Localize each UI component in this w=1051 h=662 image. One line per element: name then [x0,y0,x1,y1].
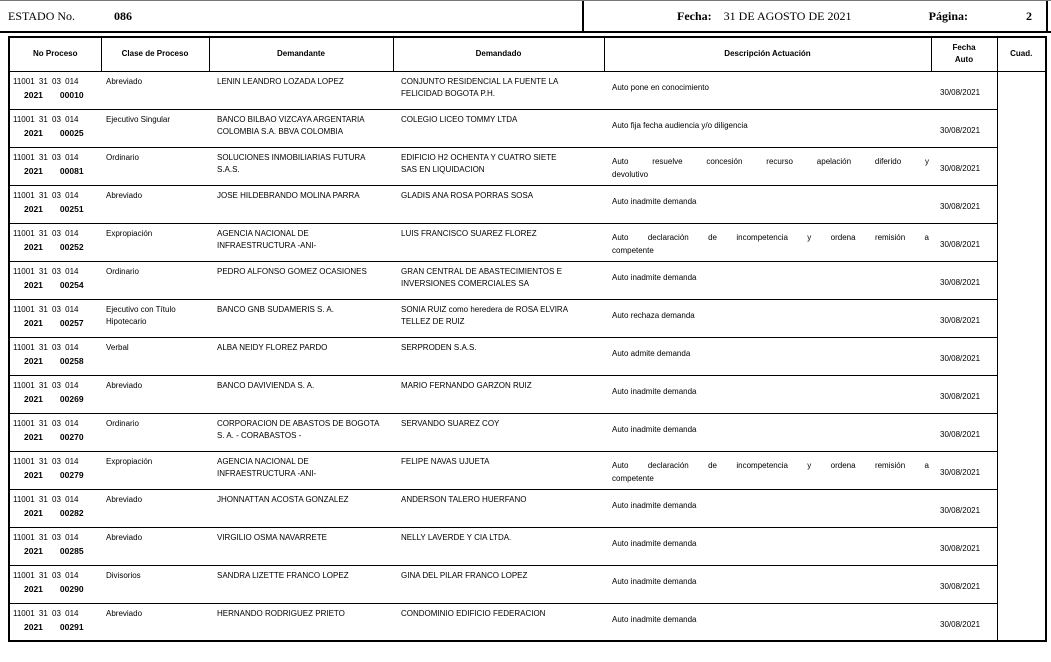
proceso-number-line1: 11001 31 03 014 [13,532,79,542]
proceso-year: 2021 [24,279,43,290]
descripcion-line1: Auto pone en conocimiento [612,82,709,92]
proceso-number-line2 [13,393,99,406]
table-row [9,489,1046,527]
demandado-cell: CONJUNTO RESIDENCIAL LA FUENTE LA FELICIDAD BOGOTA P.H. [393,71,604,109]
proceso-number-line2 [13,241,99,254]
demandado-cell: EDIFICIO H2 OCHENTA Y CUATRO SIETE SAS EN LIQUIDACION [393,147,604,185]
demandante-cell: BANCO GNB SUDAMERIS S. A. [209,299,393,337]
clase-proceso-cell: Abreviado [101,375,209,413]
clase-proceso-cell: Ordinario [101,147,209,185]
col-header-demandado: Demandado [393,37,604,71]
proceso-year: 2021 [24,621,43,632]
proceso-cell [9,451,101,489]
proceso-consecutive: 00291 [59,621,84,632]
descripcion-actuacion-cell [604,451,931,489]
demandante-cell: SOLUCIONES INMOBILIARIAS FUTURA S.A.S. [209,147,393,185]
col-header-cuad: Cuad. [997,37,1046,71]
cuad-cell [997,299,1046,337]
proceso-number-line1: 11001 31 03 014 [13,190,79,200]
table-body [9,71,1046,641]
proceso-number-line2 [13,89,99,102]
descripcion-line2: competente [612,245,654,255]
descripcion-actuacion-cell [604,71,931,109]
table-row [9,223,1046,261]
proceso-cell [9,527,101,565]
proceso-year: 2021 [24,507,43,518]
demandado-cell: CONDOMINIO EDIFICIO FEDERACION [393,603,604,641]
clase-proceso-cell: Abreviado [101,489,209,527]
descripcion-actuacion-cell [604,185,931,223]
clase-proceso-cell: Verbal [101,337,209,375]
demandado-cell: COLEGIO LICEO TOMMY LTDA [393,109,604,147]
demandado-cell: FELIPE NAVAS UJUETA [393,451,604,489]
proceso-consecutive: 00270 [59,431,84,442]
descripcion-line1: Auto inadmite demanda [612,272,697,282]
descripcion-actuacion-cell [604,413,931,451]
demandante-cell: BANCO BILBAO VIZCAYA ARGENTARIA COLOMBIA S.A. BBVA COLOMBIA [209,109,393,147]
pagina-label: Página: [928,8,968,23]
cuad-cell [997,603,1046,641]
proceso-consecutive: 00257 [59,317,84,328]
descripcion-line1: Auto inadmite demanda [612,614,697,624]
proceso-number-line1: 11001 31 03 014 [13,266,79,276]
clase-proceso-cell: Expropiación [101,451,209,489]
proceso-consecutive: 00258 [59,355,84,366]
demandado-cell: GRAN CENTRAL DE ABASTECIMIENTOS E INVERSIONES COMERCIALES SA [393,261,604,299]
proceso-number-line2 [13,127,99,140]
proceso-number-line1: 11001 31 03 014 [13,76,79,86]
fecha-auto-cell: 30/08/2021 [931,147,997,185]
table-row [9,299,1046,337]
descripcion-line1: Auto rechaza demanda [612,310,695,320]
clase-proceso-cell: Expropiación [101,223,209,261]
fecha-auto-cell: 30/08/2021 [931,185,997,223]
fecha-auto-cell: 30/08/2021 [931,565,997,603]
proceso-cell [9,489,101,527]
proceso-number-line2 [13,317,99,330]
cuad-cell [997,261,1046,299]
proceso-cell [9,565,101,603]
pagina-value: 2 [1026,8,1032,23]
cuad-cell [997,71,1046,109]
proceso-number-line2 [13,203,99,216]
fecha-auto-cell: 30/08/2021 [931,603,997,641]
descripcion-line1: Auto inadmite demanda [612,386,697,396]
demandante-cell: AGENCIA NACIONAL DE INFRAESTRUCTURA -ANI- [209,451,393,489]
table-row [9,413,1046,451]
proceso-number-line1: 11001 31 03 014 [13,494,79,504]
proceso-number-line1: 11001 31 03 014 [13,608,79,618]
fecha-label: Fecha: [677,8,712,23]
page-header [0,0,1051,33]
table-row [9,565,1046,603]
cuad-cell [997,565,1046,603]
clase-proceso-cell: Divisorios [101,565,209,603]
proceso-cell [9,337,101,375]
fecha-auto-cell: 30/08/2021 [931,71,997,109]
proceso-number-line2 [13,507,99,520]
proceso-cell [9,71,101,109]
descripcion-actuacion-cell [604,299,931,337]
descripcion-actuacion-cell [604,565,931,603]
cuad-cell [997,109,1046,147]
fecha-auto-cell: 30/08/2021 [931,337,997,375]
fecha-auto-cell: 30/08/2021 [931,109,997,147]
proceso-number-line1: 11001 31 03 014 [13,342,79,352]
proceso-number-line1: 11001 31 03 014 [13,570,79,580]
proceso-number-line2 [13,431,99,444]
demandante-cell: JHONNATTAN ACOSTA GONZALEZ [209,489,393,527]
fecha-auto-cell: 30/08/2021 [931,413,997,451]
proceso-number-line2 [13,583,99,596]
estado-label: ESTADO No. [8,8,76,23]
demandante-cell: JOSE HILDEBRANDO MOLINA PARRA [209,185,393,223]
descripcion-actuacion-cell [604,603,931,641]
fecha-auto-cell: 30/08/2021 [931,299,997,337]
proceso-consecutive: 00282 [59,507,84,518]
proceso-year: 2021 [24,241,43,252]
demandado-cell: SERVANDO SUAREZ COY [393,413,604,451]
proceso-consecutive: 00251 [59,203,84,214]
estado-number: 086 [114,8,133,23]
descripcion-line1: Auto inadmite demanda [612,500,697,510]
proceso-consecutive: 00025 [59,127,84,138]
proceso-cell [9,375,101,413]
proceso-cell [9,603,101,641]
demandante-cell: LENIN LEANDRO LOZADA LOPEZ [209,71,393,109]
fecha-auto-cell: 30/08/2021 [931,451,997,489]
descripcion-actuacion-cell [604,337,931,375]
table-row [9,603,1046,641]
demandante-cell: PEDRO ALFONSO GOMEZ OCASIONES [209,261,393,299]
proceso-number-line2 [13,545,99,558]
proceso-number-line1: 11001 31 03 014 [13,418,79,428]
fecha-auto-cell: 30/08/2021 [931,375,997,413]
clase-proceso-cell: Abreviado [101,527,209,565]
proceso-consecutive: 00269 [59,393,84,404]
clase-proceso-cell: Abreviado [101,71,209,109]
proceso-number-line1: 11001 31 03 014 [13,456,79,466]
proceso-number-line1: 11001 31 03 014 [13,152,79,162]
proceso-year: 2021 [24,89,43,100]
proceso-consecutive: 00285 [59,545,84,556]
descripcion-line1: Auto inadmite demanda [612,196,697,206]
proceso-year: 2021 [24,127,43,138]
table-row [9,71,1046,109]
descripcion-actuacion-cell [604,527,931,565]
proceso-cell [9,299,101,337]
proceso-year: 2021 [24,317,43,328]
descripcion-line1: Auto inadmite demanda [612,538,697,548]
clase-proceso-cell: Abreviado [101,603,209,641]
proceso-year: 2021 [24,203,43,214]
demandante-cell: ALBA NEIDY FLOREZ PARDO [209,337,393,375]
proceso-cell [9,147,101,185]
proceso-year: 2021 [24,431,43,442]
clase-proceso-cell: Abreviado [101,185,209,223]
fecha-auto-cell: 30/08/2021 [931,489,997,527]
cuad-cell [997,527,1046,565]
demandante-cell: CORPORACION DE ABASTOS DE BOGOTA S. A. - CORABASTOS - [209,413,393,451]
descripcion-line1: Auto declaración de incompetencia y ordena remisión a [612,232,929,242]
proceso-cell [9,185,101,223]
proceso-year: 2021 [24,583,43,594]
proceso-number-line1: 11001 31 03 014 [13,380,79,390]
proceso-year: 2021 [24,469,43,480]
descripcion-line2: competente [612,473,654,483]
estado-table [8,36,1047,642]
fecha-value: 31 DE AGOSTO DE 2021 [723,8,852,23]
demandante-cell: AGENCIA NACIONAL DE INFRAESTRUCTURA -ANI- [209,223,393,261]
table-row [9,527,1046,565]
col-header-clase: Clase de Proceso [101,37,209,71]
clase-proceso-cell: Ordinario [101,261,209,299]
demandado-cell: SONIA RUIZ como heredera de ROSA ELVIRA TELLEZ DE RUIZ [393,299,604,337]
descripcion-actuacion-cell [604,147,931,185]
descripcion-line1: Auto admite demanda [612,348,691,358]
proceso-year: 2021 [24,545,43,556]
cuad-cell [997,413,1046,451]
clase-proceso-cell: Ejecutivo con Título Hipotecario [101,299,209,337]
proceso-number-line2 [13,355,99,368]
cuad-cell [997,375,1046,413]
demandado-cell: LUIS FRANCISCO SUAREZ FLOREZ [393,223,604,261]
table-row [9,261,1046,299]
demandante-cell: BANCO DAVIVIENDA S. A. [209,375,393,413]
proceso-cell [9,109,101,147]
table-header [9,37,1046,71]
table-row [9,109,1046,147]
cuad-cell [997,489,1046,527]
table-row [9,147,1046,185]
demandado-cell: ANDERSON TALERO HUERFANO [393,489,604,527]
proceso-consecutive: 00010 [59,89,84,100]
proceso-consecutive: 00279 [59,469,84,480]
proceso-number-line2 [13,469,99,482]
descripcion-actuacion-cell [604,489,931,527]
col-header-demandante: Demandante [209,37,393,71]
cuad-cell [997,223,1046,261]
proceso-number-line1: 11001 31 03 014 [13,114,79,124]
proceso-consecutive: 00290 [59,583,84,594]
demandado-cell: GINA DEL PILAR FRANCO LOPEZ [393,565,604,603]
cuad-cell [997,337,1046,375]
proceso-number-line2 [13,621,99,634]
cuad-cell [997,185,1046,223]
col-header-descripcion: Descripción Actuación [604,37,931,71]
descripcion-line1: Auto fija fecha audiencia y/o diligencia [612,120,748,130]
demandante-cell: HERNANDO RODRIGUEZ PRIETO [209,603,393,641]
table-row [9,337,1046,375]
clase-proceso-cell: Ejecutivo Singular [101,109,209,147]
cuad-cell [997,451,1046,489]
proceso-consecutive: 00252 [59,241,84,252]
descripcion-line1: Auto resuelve concesión recurso apelación diferido y [612,156,929,166]
descripcion-line1: Auto inadmite demanda [612,424,697,434]
col-header-no-proceso: No Proceso [9,37,101,71]
table-row [9,375,1046,413]
fecha-auto-cell: 30/08/2021 [931,261,997,299]
proceso-consecutive: 00081 [59,165,84,176]
descripcion-line2: devolutivo [612,169,649,179]
demandante-cell: SANDRA LIZETTE FRANCO LOPEZ [209,565,393,603]
demandante-cell: VIRGILIO OSMA NAVARRETE [209,527,393,565]
header-info-box [582,1,1048,31]
proceso-cell [9,261,101,299]
demandado-cell: MARIO FERNANDO GARZON RUIZ [393,375,604,413]
descripcion-line1: Auto declaración de incompetencia y ordena remisión a [612,460,929,470]
fecha-auto-cell: 30/08/2021 [931,527,997,565]
proceso-cell [9,223,101,261]
descripcion-actuacion-cell [604,109,931,147]
proceso-year: 2021 [24,393,43,404]
fecha-auto-cell: 30/08/2021 [931,223,997,261]
proceso-number-line2 [13,279,99,292]
proceso-cell [9,413,101,451]
demandado-cell: GLADIS ANA ROSA PORRAS SOSA [393,185,604,223]
proceso-number-line2 [13,165,99,178]
table-row [9,451,1046,489]
proceso-year: 2021 [24,165,43,176]
descripcion-actuacion-cell [604,375,931,413]
proceso-number-line1: 11001 31 03 014 [13,228,79,238]
demandado-cell: SERPRODEN S.A.S. [393,337,604,375]
proceso-consecutive: 00254 [59,279,84,290]
descripcion-actuacion-cell [604,223,931,261]
estado-number-group [8,1,132,31]
table-row [9,185,1046,223]
demandado-cell: NELLY LAVERDE Y CIA LTDA. [393,527,604,565]
proceso-number-line1: 11001 31 03 014 [13,304,79,314]
descripcion-line1: Auto inadmite demanda [612,576,697,586]
cuad-cell [997,147,1046,185]
descripcion-actuacion-cell [604,261,931,299]
col-header-fecha-auto [931,37,997,71]
col-header-fecha-line2: Auto [954,55,974,65]
proceso-year: 2021 [24,355,43,366]
col-header-fecha-line1: Fecha [952,42,976,52]
clase-proceso-cell: Ordinario [101,413,209,451]
